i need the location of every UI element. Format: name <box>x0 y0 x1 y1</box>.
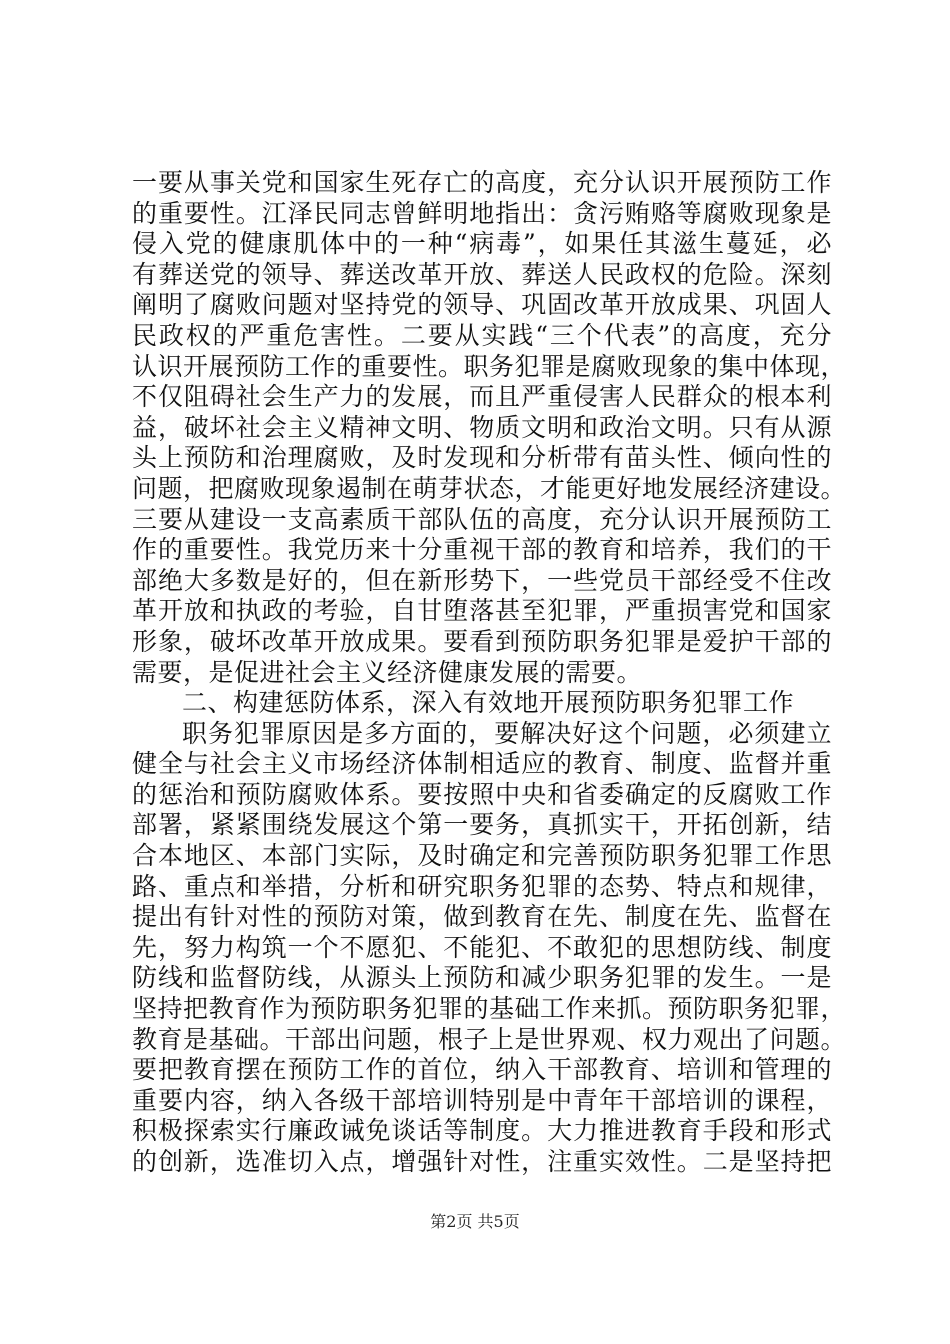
text-line: 路、重点和举措，分析和研究职务犯罪的态势、特点和规律， <box>132 871 832 901</box>
text-line: 有葬送党的领导、葬送改革开放、葬送人民政权的危险。深刻 <box>132 259 832 289</box>
text-line: 民政权的严重危害性。二要从实践“三个代表”的高度，充分 <box>132 320 832 350</box>
text-line: 益，破坏社会主义精神文明、物质文明和政治文明。只有从源 <box>132 412 832 442</box>
text-line: 需要，是促进社会主义经济健康发展的需要。 <box>132 657 643 687</box>
text-line: 合本地区、本部门实际，及时确定和完善预防职务犯罪工作思 <box>132 841 832 871</box>
text-line: 先，努力构筑一个不愿犯、不能犯、不敢犯的思想防线、制度 <box>132 932 832 962</box>
text-line: 革开放和执政的考验，自甘堕落甚至犯罪，严重损害党和国家 <box>132 596 832 626</box>
page-footer: 第2页 共5页 <box>430 1212 520 1231</box>
text-line: 部绝大多数是好的，但在新形势下，一些党员干部经受不住改 <box>132 565 832 595</box>
text-line: 头上预防和治理腐败，及时发现和分析带有苗头性、倾向性的 <box>132 443 832 473</box>
text-line: 重要内容，纳入各级干部培训特别是中青年干部培训的课程， <box>132 1085 832 1115</box>
text-line: 的重要性。江泽民同志曾鲜明地指出：贪污贿赂等腐败现象是 <box>132 198 832 228</box>
text-line: 提出有针对性的预防对策，做到教育在先、制度在先、监督在 <box>132 902 832 932</box>
text-line: 不仅阻碍社会生产力的发展，而且严重侵害人民群众的根本利 <box>132 382 832 412</box>
text-line: 积极探索实行廉政诫免谈话等制度。大力推进教育手段和形式 <box>132 1116 832 1146</box>
text-line: 阐明了腐败问题对坚持党的领导、巩固改革开放成果、巩固人 <box>132 290 832 320</box>
text-line: 教育是基础。干部出问题，根子上是世界观、权力观出了问题。 <box>132 1024 847 1054</box>
text-line: 职务犯罪原因是多方面的，要解决好这个问题，必须建立 <box>182 718 832 748</box>
text-line: 部署，紧紧围绕发展这个第一要务，真抓实干，开拓创新，结 <box>132 810 832 840</box>
text-line: 形象，破坏改革开放成果。要看到预防职务犯罪是爱护干部的 <box>132 626 832 656</box>
text-line: 问题，把腐败现象遏制在萌芽状态，才能更好地发展经济建设。 <box>132 473 847 503</box>
text-line: 三要从建设一支高素质干部队伍的高度，充分认识开展预防工 <box>132 504 832 534</box>
text-line: 坚持把教育作为预防职务犯罪的基础工作来抓。预防职务犯罪， <box>132 994 847 1024</box>
section-heading: 二、构建惩防体系，深入有效地开展预防职务犯罪工作 <box>182 688 795 718</box>
text-line: 的创新，选准切入点，增强针对性，注重实效性。二是坚持把 <box>132 1147 832 1176</box>
text-line: 一要从事关党和国家生死存亡的高度，充分认识开展预防工作 <box>132 168 832 197</box>
text-line: 的惩治和预防腐败体系。要按照中央和省委确定的反腐败工作 <box>132 779 832 809</box>
text-line: 健全与社会主义市场经济体制相适应的教育、制度、监督并重 <box>132 749 832 779</box>
text-line: 作的重要性。我党历来十分重视干部的教育和培养，我们的干 <box>132 535 832 565</box>
text-line: 侵入党的健康肌体中的一种“病毒”，如果任其滋生蔓延，必 <box>132 229 832 259</box>
text-line: 认识开展预防工作的重要性。职务犯罪是腐败现象的集中体现， <box>132 351 847 381</box>
document-body <box>132 168 847 1178</box>
text-line: 要把教育摆在预防工作的首位，纳入干部教育、培训和管理的 <box>132 1055 832 1085</box>
text-line: 防线和监督防线，从源头上预防和减少职务犯罪的发生。一是 <box>132 963 832 993</box>
